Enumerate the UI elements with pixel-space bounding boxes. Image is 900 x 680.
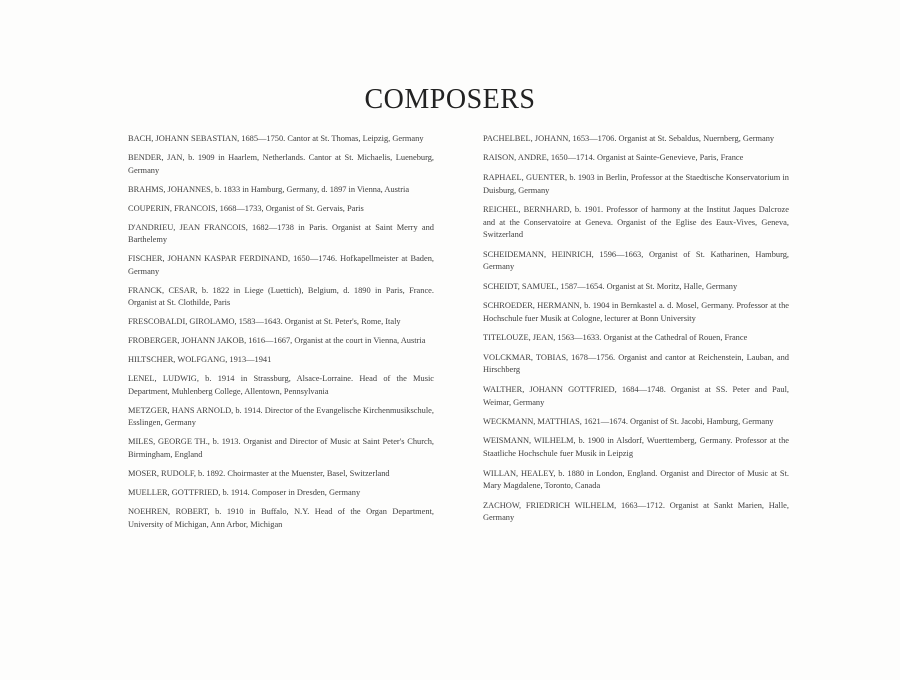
composer-entry: RAISON, ANDRE, 1650—1714. Organist at Sainte-Genevieve, Paris, France xyxy=(483,153,744,163)
composer-entry: LENEL, LUDWIG, b. 1914 in Strassburg, Alsace-Lorraine. Head of the Music Department, Muhlenberg College, Allentown, Pennsylvania xyxy=(128,374,434,396)
composer-entry: WILLAN, HEALEY, b. 1880 in London, England. Organist and Director of Music at St. Mary Magdalene, Toronto, Canada xyxy=(483,468,789,491)
composer-entry: COUPERIN, FRANCOIS, 1668—1733, Organist of St. Gervais, Paris xyxy=(128,203,364,213)
composer-entry: WECKMANN, MATTHIAS, 1621—1674. Organist of St. Jacobi, Hamburg, Germany xyxy=(483,417,774,426)
composer-entry: SCHROEDER, HERMANN, b. 1904 in Bernkastel a. d. Mosel, Germany. Professor at the Hochschule fuer Musik at Cologne, lecturer at Bonn University xyxy=(483,301,789,323)
composer-entry: FRANCK, CESAR, b. 1822 in Liege (Luettich), Belgium, d. 1890 in Paris, France. Organist at St. Clothilde, Paris xyxy=(128,285,434,308)
composer-entry: NOEHREN, ROBERT, b. 1910 in Buffalo, N.Y. Head of the Organ Department, University of Michigan, Ann Arbor, Michigan xyxy=(128,506,434,529)
composer-entry: RAPHAEL, GUENTER, b. 1903 in Berlin, Professor at the Staedtische Konservatorium in Duisburg, Germany xyxy=(483,172,789,195)
composer-entry: FROBERGER, JOHANN JAKOB, 1616—1667, Organist at the court in Vienna, Austria xyxy=(128,336,426,346)
composer-entry: WALTHER, JOHANN GOTTFRIED, 1684—1748. Organist at SS. Peter and Paul, Weimar, Germany xyxy=(483,384,789,407)
composer-entry: FRESCOBALDI, GIROLAMO, 1583—1643. Organist at St. Peter's, Rome, Italy xyxy=(128,317,401,327)
composer-list-right xyxy=(483,133,789,532)
composer-entry: BENDER, JAN, b. 1909 in Haarlem, Netherlands. Cantor at St. Michaelis, Lueneburg, Germany xyxy=(128,152,434,175)
composer-entry: VOLCKMAR, TOBIAS, 1678—1756. Organist and cantor at Reichenstein, Lauban, and Hirschberg xyxy=(483,352,789,375)
composer-entry: METZGER, HANS ARNOLD, b. 1914. Director of the Evangelische Kirchenmusikschule, Esslingen, Germany xyxy=(128,405,434,428)
composer-entry: HILTSCHER, WOLFGANG, 1913—1941 xyxy=(128,355,272,365)
composer-entry: MUELLER, GOTTFRIED, b. 1914. Composer in Dresden, Germany xyxy=(128,487,361,497)
composer-entry: SCHEIDEMANN, HEINRICH, 1596—1663, Organist of St. Katharinen, Hamburg, Germany xyxy=(483,249,789,272)
composer-entry: MILES, GEORGE TH., b. 1913. Organist and Director of Music at Saint Peter's Church, Birmingham, England xyxy=(128,437,434,459)
composer-entry: TITELOUZE, JEAN, 1563—1633. Organist at the Cathedral of Rouen, France xyxy=(483,333,748,343)
composer-entry: PACHELBEL, JOHANN, 1653—1706. Organist at St. Sebaldus, Nuernberg, Germany xyxy=(483,134,775,143)
composer-list-left xyxy=(128,133,434,538)
composer-entry: WEISMANN, WILHELM, b. 1900 in Alsdorf, Wuerttemberg, Germany. Professor at the Staatliche Hochschule fuer Musik in Leipzig xyxy=(483,436,789,459)
composer-entry: MOSER, RUDOLF, b. 1892. Choirmaster at the Muenster, Basel, Switzerland xyxy=(128,468,390,478)
composer-entry: SCHEIDT, SAMUEL, 1587—1654. Organist at St. Moritz, Halle, Germany xyxy=(483,281,738,291)
composer-entry: REICHEL, BERNHARD, b. 1901. Professor of harmony at the Institut Jaques Dalcroze and at the Conservatoire at Geneva. Organist of the Eglise des Eaux-Vives, Geneva, Switzerland xyxy=(483,205,789,240)
composer-entry: ZACHOW, FRIEDRICH WILHELM, 1663—1712. Organist at Sankt Marien, Halle, Germany xyxy=(483,500,789,523)
composer-entry: BACH, JOHANN SEBASTIAN, 1685—1750. Cantor at St. Thomas, Leipzig, Germany xyxy=(128,134,424,143)
page-title: COMPOSERS xyxy=(364,84,536,115)
composer-entry: D'ANDRIEU, JEAN FRANCOIS, 1682—1738 in Paris. Organist at Saint Merry and Barthelemy xyxy=(128,222,434,245)
composer-entry: FISCHER, JOHANN KASPAR FERDINAND, 1650—1746. Hofkapellmeister at Baden, Germany xyxy=(128,254,434,276)
composer-entry: BRAHMS, JOHANNES, b. 1833 in Hamburg, Germany, d. 1897 in Vienna, Austria xyxy=(128,184,410,194)
